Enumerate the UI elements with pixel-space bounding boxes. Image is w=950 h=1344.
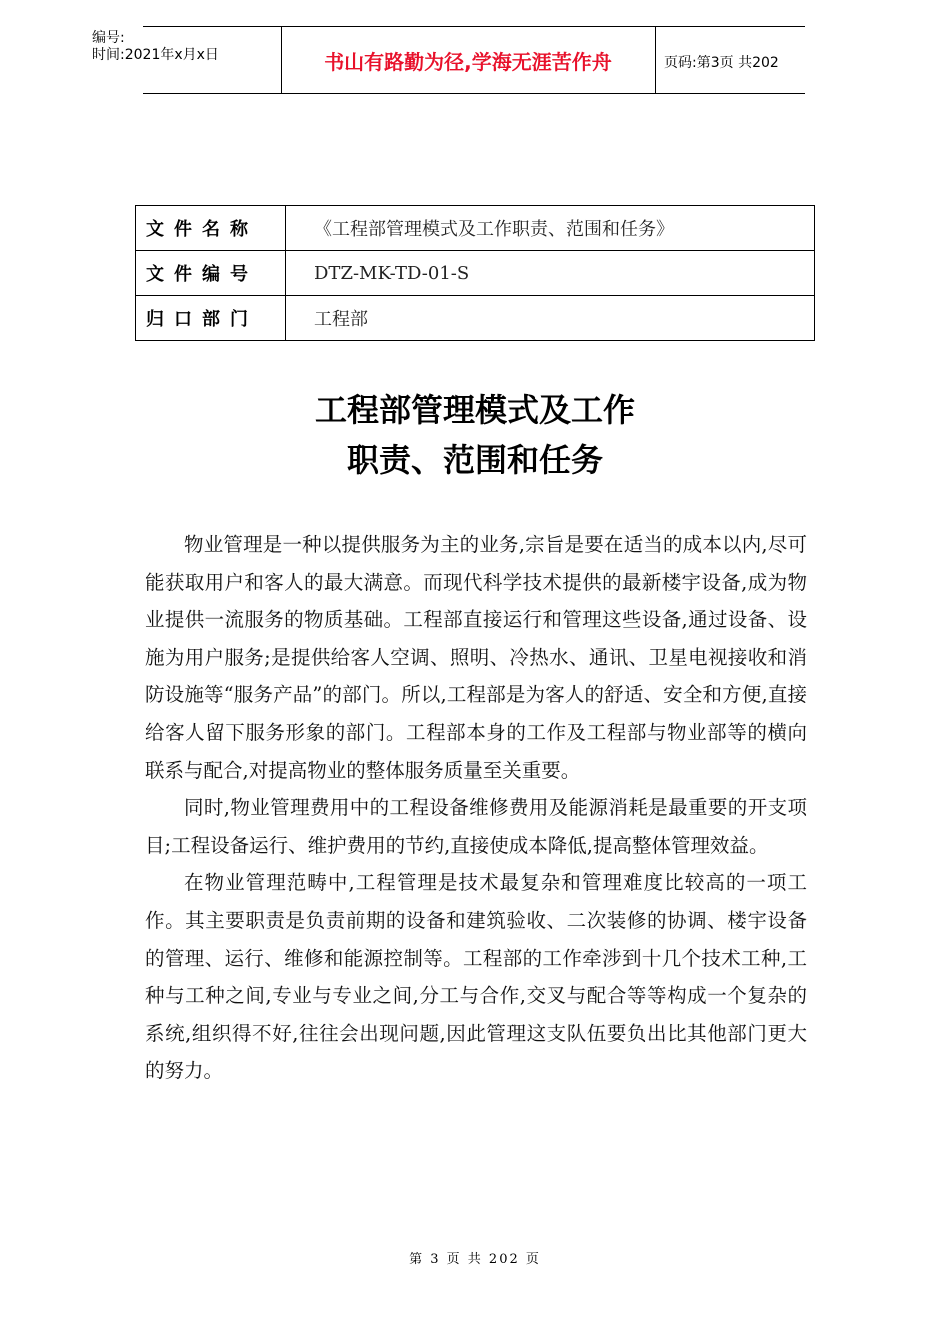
document-number-label: 编号: — [92, 30, 125, 46]
document-info-table — [135, 205, 815, 341]
document-title — [0, 385, 950, 485]
footer-page-number: 第 3 页 共 202 页 — [409, 1252, 541, 1267]
info-label: 文件编号 — [136, 251, 286, 296]
info-value: 工程部 — [286, 296, 815, 341]
header-bottom-rule — [143, 93, 805, 94]
title-line-2: 职责、范围和任务 — [346, 441, 603, 479]
info-value: DTZ-MK-TD-01-S — [286, 251, 815, 296]
document-time-label: 时间:2021年x月x日 — [92, 47, 219, 63]
body-paragraph: 在物业管理范畴中,工程管理是技术最复杂和管理难度比较高的一项工作。其主要职责是负责前期的设备和建筑验收、二次装修的协调、楼宇设备的管理、运行、维修和能源控制等。工程部的工作牵涉到十几个技术工种,工种与工种之间,专业与专业之间,分工与合作,交叉与配合等等构成一个复杂的系统,组织得不好,往往会出现问题,因此管理这支队伍要负出比其他部门更大的努力。 — [145, 871, 807, 1083]
header-meta — [92, 30, 219, 64]
info-value: 《工程部管理模式及工作职责、范围和任务》 — [286, 206, 815, 251]
header-motto: 书山有路勤为径,学海无涯苦作舟 — [324, 50, 612, 74]
document-body — [145, 526, 807, 1090]
info-row-file-name — [136, 206, 815, 251]
header-page-number: 页码:第3页 共202 — [664, 55, 779, 71]
info-label: 归口部门 — [136, 296, 286, 341]
body-paragraph: 物业管理是一种以提供服务为主的业务,宗旨是要在适当的成本以内,尽可能获取用户和客人的最大满意。而现代科学技术提供的最新楼宇设备,成为物业提供一流服务的物质基础。工程部直接运行和管理这些设备,通过设备、设施为用户服务;是提供给客人空调、照明、冷热水、通讯、卫星电视接收和消防设施等“服务产品”的部门。所以,工程部是为客人的舒适、安全和方便,直接给客人留下服务形象的部门。工程部本身的工作及工程部与物业部等的横向联系与配合,对提高物业的整体服务质量至关重要。 — [145, 533, 807, 782]
title-line-1: 工程部管理模式及工作 — [314, 391, 635, 429]
body-paragraph: 同时,物业管理费用中的工程设备维修费用及能源消耗是最重要的开支项目;工程设备运行、维护费用的节约,直接使成本降低,提高整体管理效益。 — [145, 796, 807, 857]
header-divider-right — [655, 26, 656, 94]
info-row-department — [136, 296, 815, 341]
info-row-file-number — [136, 251, 815, 296]
info-label: 文件名称 — [136, 206, 286, 251]
header-top-rule — [143, 26, 805, 27]
